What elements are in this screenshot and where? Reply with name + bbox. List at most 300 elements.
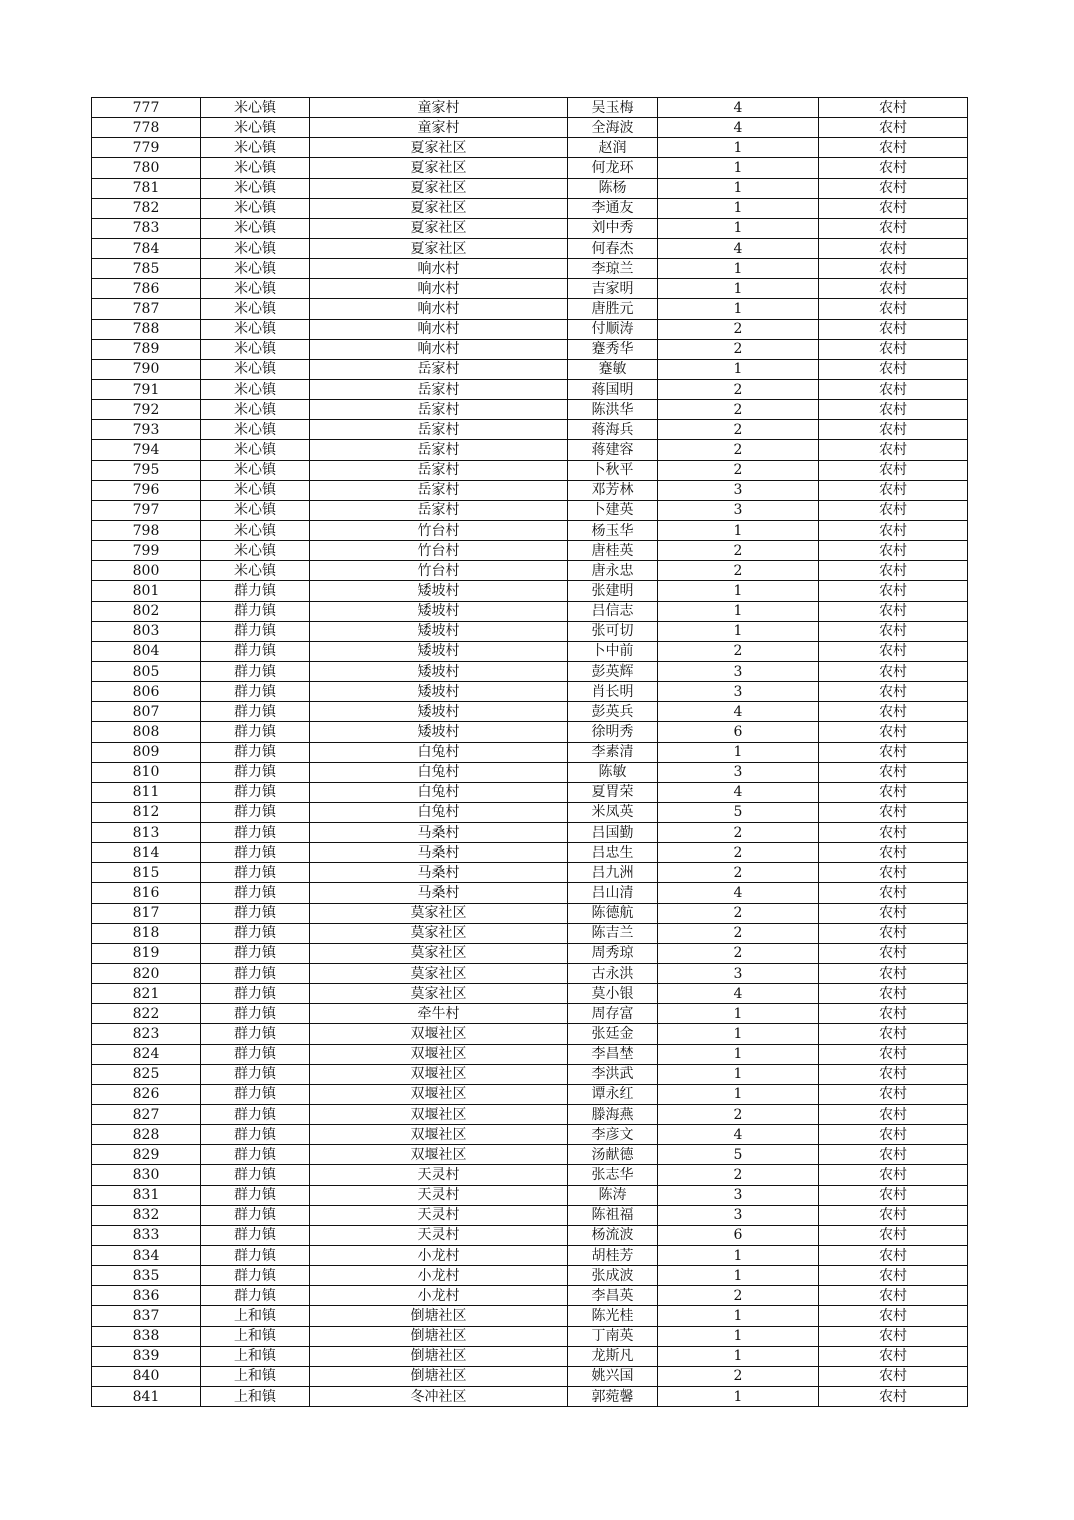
area-type-cell: 农村: [819, 480, 968, 500]
table-row: [92, 238, 968, 258]
name-cell: 付顺涛: [568, 319, 658, 339]
household-size-cell: 4: [658, 883, 819, 903]
name-cell: 张可切: [568, 621, 658, 641]
serial-number-cell: 798: [92, 520, 201, 540]
name-cell: 彭英兵: [568, 702, 658, 722]
household-size-cell: 3: [658, 682, 819, 702]
household-size-cell: 2: [658, 541, 819, 561]
serial-number-cell: 799: [92, 541, 201, 561]
serial-number-cell: 779: [92, 138, 201, 158]
area-type-cell: 农村: [819, 138, 968, 158]
village-cell: 响水村: [310, 339, 568, 359]
household-size-cell: 2: [658, 863, 819, 883]
town-cell: 群力镇: [201, 722, 310, 742]
serial-number-cell: 812: [92, 802, 201, 822]
area-type-cell: 农村: [819, 1286, 968, 1306]
town-cell: 上和镇: [201, 1387, 310, 1407]
name-cell: 吕九洲: [568, 863, 658, 883]
serial-number-cell: 817: [92, 903, 201, 923]
serial-number-cell: 778: [92, 118, 201, 138]
village-cell: 双堰社区: [310, 1064, 568, 1084]
table-row: [92, 500, 968, 520]
area-type-cell: 农村: [819, 1064, 968, 1084]
name-cell: 陈敏: [568, 762, 658, 782]
table-row: [92, 661, 968, 681]
household-size-cell: 3: [658, 480, 819, 500]
household-size-cell: 2: [658, 1165, 819, 1185]
household-size-cell: 2: [658, 561, 819, 581]
table-row: [92, 1366, 968, 1386]
name-cell: 李昌埜: [568, 1044, 658, 1064]
area-type-cell: 农村: [819, 722, 968, 742]
table-row: [92, 601, 968, 621]
household-size-cell: 6: [658, 1225, 819, 1245]
household-size-cell: 3: [658, 661, 819, 681]
area-type-cell: 农村: [819, 400, 968, 420]
table-row: [92, 1165, 968, 1185]
household-size-cell: 1: [658, 1004, 819, 1024]
village-cell: 莫家社区: [310, 923, 568, 943]
table-row: [92, 1044, 968, 1064]
serial-number-cell: 796: [92, 480, 201, 500]
area-type-cell: 农村: [819, 641, 968, 661]
serial-number-cell: 828: [92, 1125, 201, 1145]
table-row: [92, 581, 968, 601]
serial-number-cell: 790: [92, 359, 201, 379]
table-row: [92, 843, 968, 863]
serial-number-cell: 832: [92, 1205, 201, 1225]
household-size-cell: 6: [658, 722, 819, 742]
table-row: [92, 460, 968, 480]
serial-number-cell: 815: [92, 863, 201, 883]
table-row: [92, 984, 968, 1004]
table-row: [92, 1246, 968, 1266]
village-cell: 双堰社区: [310, 1084, 568, 1104]
household-size-cell: 1: [658, 218, 819, 238]
area-type-cell: 农村: [819, 1044, 968, 1064]
name-cell: 汤献德: [568, 1145, 658, 1165]
serial-number-cell: 802: [92, 601, 201, 621]
town-cell: 米心镇: [201, 259, 310, 279]
name-cell: 陈杨: [568, 178, 658, 198]
village-cell: 岳家村: [310, 420, 568, 440]
serial-number-cell: 793: [92, 420, 201, 440]
name-cell: 陈涛: [568, 1185, 658, 1205]
table-row: [92, 1387, 968, 1407]
area-type-cell: 农村: [819, 1266, 968, 1286]
area-type-cell: 农村: [819, 702, 968, 722]
household-size-cell: 1: [658, 1044, 819, 1064]
village-cell: 牵牛村: [310, 1004, 568, 1024]
village-cell: 倒塘社区: [310, 1306, 568, 1326]
name-cell: 卜秋平: [568, 460, 658, 480]
town-cell: 群力镇: [201, 1145, 310, 1165]
area-type-cell: 农村: [819, 359, 968, 379]
area-type-cell: 农村: [819, 682, 968, 702]
village-cell: 岳家村: [310, 500, 568, 520]
area-type-cell: 农村: [819, 1246, 968, 1266]
serial-number-cell: 835: [92, 1266, 201, 1286]
table-row: [92, 1125, 968, 1145]
area-type-cell: 农村: [819, 1387, 968, 1407]
area-type-cell: 农村: [819, 964, 968, 984]
village-cell: 白兔村: [310, 762, 568, 782]
name-cell: 李彦文: [568, 1125, 658, 1145]
household-size-cell: 2: [658, 319, 819, 339]
area-type-cell: 农村: [819, 782, 968, 802]
name-cell: 郭菀馨: [568, 1387, 658, 1407]
name-cell: 姚兴国: [568, 1366, 658, 1386]
town-cell: 米心镇: [201, 480, 310, 500]
table-row: [92, 943, 968, 963]
name-cell: 陈吉兰: [568, 923, 658, 943]
area-type-cell: 农村: [819, 1004, 968, 1024]
area-type-cell: 农村: [819, 1105, 968, 1125]
table-row: [92, 1024, 968, 1044]
serial-number-cell: 818: [92, 923, 201, 943]
area-type-cell: 农村: [819, 762, 968, 782]
serial-number-cell: 780: [92, 158, 201, 178]
household-size-cell: 4: [658, 984, 819, 1004]
table-row: [92, 279, 968, 299]
town-cell: 米心镇: [201, 198, 310, 218]
serial-number-cell: 814: [92, 843, 201, 863]
area-type-cell: 农村: [819, 420, 968, 440]
serial-number-cell: 826: [92, 1084, 201, 1104]
town-cell: 群力镇: [201, 1205, 310, 1225]
area-type-cell: 农村: [819, 158, 968, 178]
table-row: [92, 138, 968, 158]
town-cell: 群力镇: [201, 964, 310, 984]
village-cell: 岳家村: [310, 379, 568, 399]
village-cell: 矮坡村: [310, 682, 568, 702]
area-type-cell: 农村: [819, 460, 968, 480]
serial-number-cell: 782: [92, 198, 201, 218]
town-cell: 群力镇: [201, 943, 310, 963]
village-cell: 竹台村: [310, 561, 568, 581]
area-type-cell: 农村: [819, 218, 968, 238]
area-type-cell: 农村: [819, 742, 968, 762]
town-cell: 群力镇: [201, 1125, 310, 1145]
name-cell: 夏胃荣: [568, 782, 658, 802]
area-type-cell: 农村: [819, 823, 968, 843]
name-cell: 谭永红: [568, 1084, 658, 1104]
name-cell: 刘中秀: [568, 218, 658, 238]
village-cell: 倒塘社区: [310, 1326, 568, 1346]
village-cell: 竹台村: [310, 541, 568, 561]
serial-number-cell: 837: [92, 1306, 201, 1326]
name-cell: 赵润: [568, 138, 658, 158]
table-row: [92, 823, 968, 843]
area-type-cell: 农村: [819, 1165, 968, 1185]
town-cell: 群力镇: [201, 1105, 310, 1125]
table-row: [92, 1346, 968, 1366]
household-size-cell: 1: [658, 1326, 819, 1346]
name-cell: 丁南英: [568, 1326, 658, 1346]
name-cell: 蒋海兵: [568, 420, 658, 440]
village-cell: 马桑村: [310, 843, 568, 863]
village-cell: 马桑村: [310, 863, 568, 883]
area-type-cell: 农村: [819, 581, 968, 601]
household-size-cell: 5: [658, 1145, 819, 1165]
table-row: [92, 1266, 968, 1286]
serial-number-cell: 792: [92, 400, 201, 420]
serial-number-cell: 801: [92, 581, 201, 601]
town-cell: 米心镇: [201, 319, 310, 339]
name-cell: 张成波: [568, 1266, 658, 1286]
household-size-cell: 3: [658, 1185, 819, 1205]
name-cell: 唐胜元: [568, 299, 658, 319]
serial-number-cell: 816: [92, 883, 201, 903]
household-size-cell: 4: [658, 1125, 819, 1145]
serial-number-cell: 824: [92, 1044, 201, 1064]
town-cell: 群力镇: [201, 1165, 310, 1185]
household-size-cell: 4: [658, 118, 819, 138]
table-row: [92, 964, 968, 984]
area-type-cell: 农村: [819, 98, 968, 118]
table-row: [92, 883, 968, 903]
town-cell: 群力镇: [201, 984, 310, 1004]
area-type-cell: 农村: [819, 863, 968, 883]
village-cell: 矮坡村: [310, 661, 568, 681]
household-size-cell: 2: [658, 420, 819, 440]
area-type-cell: 农村: [819, 198, 968, 218]
area-type-cell: 农村: [819, 1084, 968, 1104]
household-size-cell: 1: [658, 1246, 819, 1266]
town-cell: 米心镇: [201, 400, 310, 420]
table-row: [92, 1185, 968, 1205]
serial-number-cell: 823: [92, 1024, 201, 1044]
household-size-cell: 2: [658, 943, 819, 963]
village-cell: 童家村: [310, 98, 568, 118]
village-cell: 矮坡村: [310, 581, 568, 601]
table-row: [92, 762, 968, 782]
serial-number-cell: 827: [92, 1105, 201, 1125]
serial-number-cell: 794: [92, 440, 201, 460]
town-cell: 米心镇: [201, 359, 310, 379]
name-cell: 吕国勤: [568, 823, 658, 843]
household-size-cell: 4: [658, 702, 819, 722]
table-row: [92, 118, 968, 138]
area-type-cell: 农村: [819, 118, 968, 138]
serial-number-cell: 786: [92, 279, 201, 299]
table-row: [92, 299, 968, 319]
name-cell: 李洪武: [568, 1064, 658, 1084]
area-type-cell: 农村: [819, 843, 968, 863]
household-size-cell: 2: [658, 440, 819, 460]
serial-number-cell: 810: [92, 762, 201, 782]
table-row: [92, 420, 968, 440]
name-cell: 张志华: [568, 1165, 658, 1185]
household-size-cell: 1: [658, 1306, 819, 1326]
village-cell: 夏家社区: [310, 218, 568, 238]
town-cell: 米心镇: [201, 178, 310, 198]
serial-number-cell: 803: [92, 621, 201, 641]
table-row: [92, 400, 968, 420]
town-cell: 米心镇: [201, 98, 310, 118]
village-cell: 矮坡村: [310, 621, 568, 641]
village-cell: 响水村: [310, 299, 568, 319]
town-cell: 米心镇: [201, 500, 310, 520]
town-cell: 米心镇: [201, 440, 310, 460]
table-row: [92, 722, 968, 742]
table-row: [92, 98, 968, 118]
table-row: [92, 359, 968, 379]
serial-number-cell: 840: [92, 1366, 201, 1386]
village-cell: 矮坡村: [310, 641, 568, 661]
household-size-cell: 2: [658, 400, 819, 420]
town-cell: 群力镇: [201, 883, 310, 903]
name-cell: 唐桂英: [568, 541, 658, 561]
village-cell: 响水村: [310, 259, 568, 279]
town-cell: 米心镇: [201, 299, 310, 319]
area-type-cell: 农村: [819, 279, 968, 299]
name-cell: 何龙环: [568, 158, 658, 178]
table-row: [92, 198, 968, 218]
town-cell: 米心镇: [201, 279, 310, 299]
serial-number-cell: 789: [92, 339, 201, 359]
household-size-cell: 1: [658, 1387, 819, 1407]
serial-number-cell: 820: [92, 964, 201, 984]
table-row: [92, 440, 968, 460]
town-cell: 群力镇: [201, 903, 310, 923]
serial-number-cell: 804: [92, 641, 201, 661]
village-cell: 天灵村: [310, 1225, 568, 1245]
serial-number-cell: 805: [92, 661, 201, 681]
village-cell: 小龙村: [310, 1286, 568, 1306]
village-cell: 莫家社区: [310, 964, 568, 984]
serial-number-cell: 807: [92, 702, 201, 722]
serial-number-cell: 788: [92, 319, 201, 339]
household-size-cell: 2: [658, 823, 819, 843]
area-type-cell: 农村: [819, 339, 968, 359]
household-size-cell: 2: [658, 1105, 819, 1125]
name-cell: 何春杰: [568, 238, 658, 258]
area-type-cell: 农村: [819, 1205, 968, 1225]
household-size-cell: 1: [658, 138, 819, 158]
name-cell: 李琼兰: [568, 259, 658, 279]
serial-number-cell: 783: [92, 218, 201, 238]
town-cell: 米心镇: [201, 379, 310, 399]
table-row: [92, 541, 968, 561]
serial-number-cell: 813: [92, 823, 201, 843]
household-size-cell: 1: [658, 1266, 819, 1286]
serial-number-cell: 806: [92, 682, 201, 702]
name-cell: 陈光桂: [568, 1306, 658, 1326]
village-cell: 夏家社区: [310, 158, 568, 178]
village-cell: 响水村: [310, 279, 568, 299]
village-cell: 岳家村: [310, 400, 568, 420]
village-cell: 岳家村: [310, 460, 568, 480]
town-cell: 群力镇: [201, 802, 310, 822]
serial-number-cell: 800: [92, 561, 201, 581]
area-type-cell: 农村: [819, 1024, 968, 1044]
village-cell: 矮坡村: [310, 601, 568, 621]
household-size-cell: 1: [658, 742, 819, 762]
household-size-cell: 1: [658, 178, 819, 198]
table-row: [92, 742, 968, 762]
household-size-cell: 2: [658, 843, 819, 863]
table-row: [92, 782, 968, 802]
village-cell: 小龙村: [310, 1246, 568, 1266]
table-body: [92, 98, 968, 1407]
town-cell: 群力镇: [201, 1044, 310, 1064]
area-type-cell: 农村: [819, 1366, 968, 1386]
household-size-cell: 2: [658, 1286, 819, 1306]
town-cell: 上和镇: [201, 1306, 310, 1326]
household-size-cell: 2: [658, 903, 819, 923]
village-cell: 天灵村: [310, 1185, 568, 1205]
area-type-cell: 农村: [819, 1346, 968, 1366]
serial-number-cell: 821: [92, 984, 201, 1004]
table-row: [92, 178, 968, 198]
household-table: [91, 97, 968, 1407]
name-cell: 李通友: [568, 198, 658, 218]
table-row: [92, 702, 968, 722]
serial-number-cell: 819: [92, 943, 201, 963]
village-cell: 莫家社区: [310, 943, 568, 963]
table-row: [92, 903, 968, 923]
town-cell: 群力镇: [201, 1185, 310, 1205]
name-cell: 蒋建容: [568, 440, 658, 460]
town-cell: 米心镇: [201, 158, 310, 178]
serial-number-cell: 791: [92, 379, 201, 399]
table-row: [92, 1326, 968, 1346]
town-cell: 群力镇: [201, 581, 310, 601]
area-type-cell: 农村: [819, 1326, 968, 1346]
town-cell: 米心镇: [201, 339, 310, 359]
table-row: [92, 621, 968, 641]
table-row: [92, 218, 968, 238]
household-size-cell: 3: [658, 762, 819, 782]
table-row: [92, 1205, 968, 1225]
name-cell: 彭英辉: [568, 661, 658, 681]
table-row: [92, 923, 968, 943]
village-cell: 竹台村: [310, 520, 568, 540]
town-cell: 群力镇: [201, 923, 310, 943]
table-row: [92, 480, 968, 500]
town-cell: 群力镇: [201, 1024, 310, 1044]
table-row: [92, 863, 968, 883]
town-cell: 米心镇: [201, 118, 310, 138]
household-size-cell: 2: [658, 460, 819, 480]
town-cell: 上和镇: [201, 1366, 310, 1386]
household-size-cell: 1: [658, 299, 819, 319]
area-type-cell: 农村: [819, 259, 968, 279]
serial-number-cell: 785: [92, 259, 201, 279]
table-row: [92, 379, 968, 399]
town-cell: 群力镇: [201, 1266, 310, 1286]
village-cell: 天灵村: [310, 1205, 568, 1225]
name-cell: 杨玉华: [568, 520, 658, 540]
name-cell: 全海波: [568, 118, 658, 138]
area-type-cell: 农村: [819, 178, 968, 198]
name-cell: 卜中前: [568, 641, 658, 661]
area-type-cell: 农村: [819, 661, 968, 681]
village-cell: 白兔村: [310, 782, 568, 802]
area-type-cell: 农村: [819, 299, 968, 319]
name-cell: 莫小银: [568, 984, 658, 1004]
village-cell: 岳家村: [310, 359, 568, 379]
town-cell: 群力镇: [201, 641, 310, 661]
household-size-cell: 1: [658, 1024, 819, 1044]
village-cell: 倒塘社区: [310, 1346, 568, 1366]
serial-number-cell: 795: [92, 460, 201, 480]
area-type-cell: 农村: [819, 500, 968, 520]
name-cell: 卜建英: [568, 500, 658, 520]
serial-number-cell: 784: [92, 238, 201, 258]
name-cell: 蒋国明: [568, 379, 658, 399]
